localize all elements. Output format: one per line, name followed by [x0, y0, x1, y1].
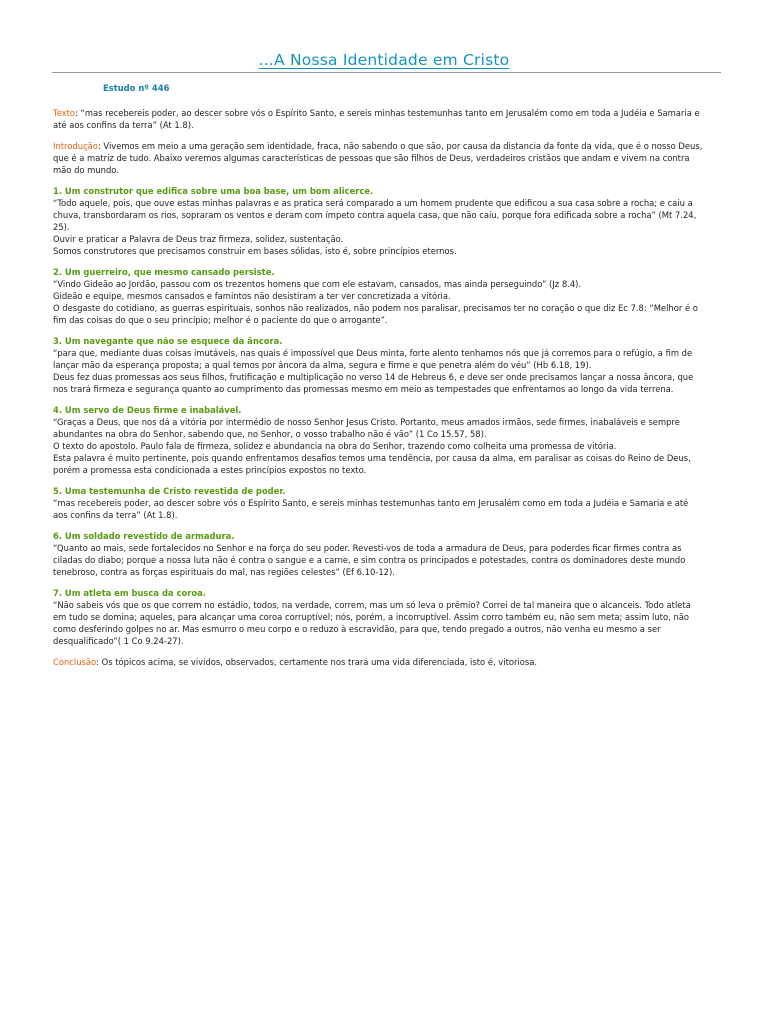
section-1 — [53, 185, 703, 257]
document-body — [53, 107, 703, 677]
conclusion-paragraph — [53, 656, 703, 668]
study-number: Estudo nº 446 — [103, 83, 170, 93]
section-line: Deus fez duas promessas aos seus filhos, frutificação e multiplicação no verso 14 de Hebreus 6, e deve ser onde precisamos lançar a nossa âncora, que nos trará firmeza e segurança quanto ao cumprimento das promessas mesmo em meio as tempestades que enfrentamos ao longo da vida terrena. — [53, 372, 694, 394]
section-heading: 2. Um guerreiro, que mesmo cansado persiste. — [53, 267, 275, 277]
section-line: “mas recebereis poder, ao descer sobre vós o Espírito Santo, e sereis minhas testemunhas tanto em Jerusalém como em toda a Judéia e Samaria e até aos confins da terra” (At 1.8). — [53, 498, 689, 520]
section-4 — [53, 404, 703, 476]
section-heading: 7. Um atleta em busca da coroa. — [53, 588, 206, 598]
text-paragraph — [53, 107, 703, 131]
section-7 — [53, 587, 703, 647]
conclusion-body: : Os tópicos acima, se vividos, observados, certamente nos trará uma vida diferenciada, isto é, vitoriosa. — [96, 657, 538, 667]
section-6 — [53, 530, 703, 578]
conclusion-label: Conclusão — [53, 657, 97, 667]
section-line: “Não sabeis vós que os que correm no estádio, todos, na verdade, correm, mas um só leva o prêmio? Correi de tal maneira que o alcanceis. Todo atleta em tudo se domina; aqueles, para alcançar uma coroa corruptível; nós, porém, a incorruptível. Assim corro também eu, não sem meta; assim luto, não como desferindo golpes no ar. Mas esmurro o meu corpo e o reduzo à escravidão, para que, tendo pregado a outros, não venha eu mesmo a ser desqualificado”( 1 Co 9.24-27). — [53, 600, 691, 646]
text-body: : “mas recebereis poder, ao descer sobre vós o Espírito Santo, e sereis minhas testemunhas tanto em Jerusalém como em toda a Judéia e Samaria e até aos confins da terra” (At 1.8). — [53, 108, 700, 130]
title-divider — [52, 72, 721, 73]
section-line: “para que, mediante duas coisas imutáveis, nas quais é impossível que Deus minta, forte alento tenhamos nós que já corremos para o refúgio, a fim de lançar mão da esperança proposta; a qual temos por âncora da alma, segura e firme e que penetra além do véu” (Hb 6.18, 19). — [53, 348, 693, 370]
section-heading: 1. Um construtor que edifica sobre uma boa base, um bom alicerce. — [53, 186, 374, 196]
section-line: Somos construtores que precisamos construir em bases sólidas, isto é, sobre princípios eternos. — [53, 246, 457, 256]
section-line: “Quanto ao mais, sede fortalecidos no Senhor e na força do seu poder. Revesti-vos de toda a armadura de Deus, para poderdes ficar firmes contra as ciladas do diabo; porque a nossa luta não é contra o sangue e a carne, e sim contra os principados e potestades, contra os dominadores deste mundo tenebroso, contra as forças espirituais do mal, nas regiões celestes” (Ef 6.10-12). — [53, 543, 686, 577]
text-label: Texto — [53, 108, 76, 118]
section-line: Ouvir e praticar a Palavra de Deus traz firmeza, solidez, sustentação. — [53, 234, 344, 244]
section-line: Esta palavra é muito pertinente, pois quando enfrentamos desafios temos uma tendência, por causa da alma, em paralisar as coisas do Reino de Deus, porém a promessa esta condicionada a estes princípios expostos no texto. — [53, 453, 691, 475]
section-line: Gideão e equipe, mesmos cansados e famintos não desistiram a ter ver concretizada a vitória. — [53, 291, 451, 301]
introduction-label: Introdução — [53, 141, 98, 151]
section-line: O texto do apostolo. Paulo fala de firmeza, solidez e abundancia na obra do Senhor, trazendo como colheita uma promessa de vitória. — [53, 441, 617, 451]
section-line: O desgaste do cotidiano, as guerras espirituais, sonhos não realizados, não podem nos paralisar, precisamos ter no coração o que diz Ec 7.8: “Melhor é o fim das coisas do que o seu princípio; melhor é o paciente do que o arrogante”. — [53, 303, 698, 325]
section-heading: 6. Um soldado revestido de armadura. — [53, 531, 235, 541]
section-heading: 3. Um navegante que não se esquece da âncora. — [53, 336, 283, 346]
section-line: “Todo aquele, pois, que ouve estas minhas palavras e as pratica será comparado a um homem prudente que edificou a sua casa sobre a rocha; e caiu a chuva, transbordaram os rios, sopraram os ventos e deram com ímpeto contra aquela casa, que não caiu, porque fora edificada sobre a rocha” (Mt 7.24, 25). — [53, 198, 697, 232]
section-5 — [53, 485, 703, 521]
introduction-paragraph — [53, 140, 703, 176]
section-heading: 5. Uma testemunha de Cristo revestida de poder. — [53, 486, 286, 496]
section-line: “Graças a Deus, que nos dá a vitória por intermédio de nosso Senhor Jesus Cristo. Portanto, meus amados irmãos, sede firmes, inabaláveis e sempre abundantes na obra do Senhor, sabendo que, no Senhor, o vosso trabalho não é vão” (1 Co 15.57, 58). — [53, 417, 680, 439]
page-title: ...A Nossa Identidade em Cristo — [258, 51, 510, 69]
section-2 — [53, 266, 703, 326]
section-line: “Vindo Gideão ao Jordão, passou com os trezentos homens que com ele estavam, cansados, mas ainda perseguindo” (Jz 8.4). — [53, 279, 582, 289]
section-heading: 4. Um servo de Deus firme e inabalável. — [53, 405, 242, 415]
introduction-body: : Vivemos em meio a uma geração sem identidade, fraca, não sabendo o que são, por causa da distancia da fonte da vida, que é o nosso Deus, que é a matriz de tudo. Abaixo veremos algumas características de pessoas que são filhos de Deus, verdadeiros cristãos que andam e vivem na contra mão do mundo. — [53, 141, 703, 175]
section-3 — [53, 335, 703, 395]
